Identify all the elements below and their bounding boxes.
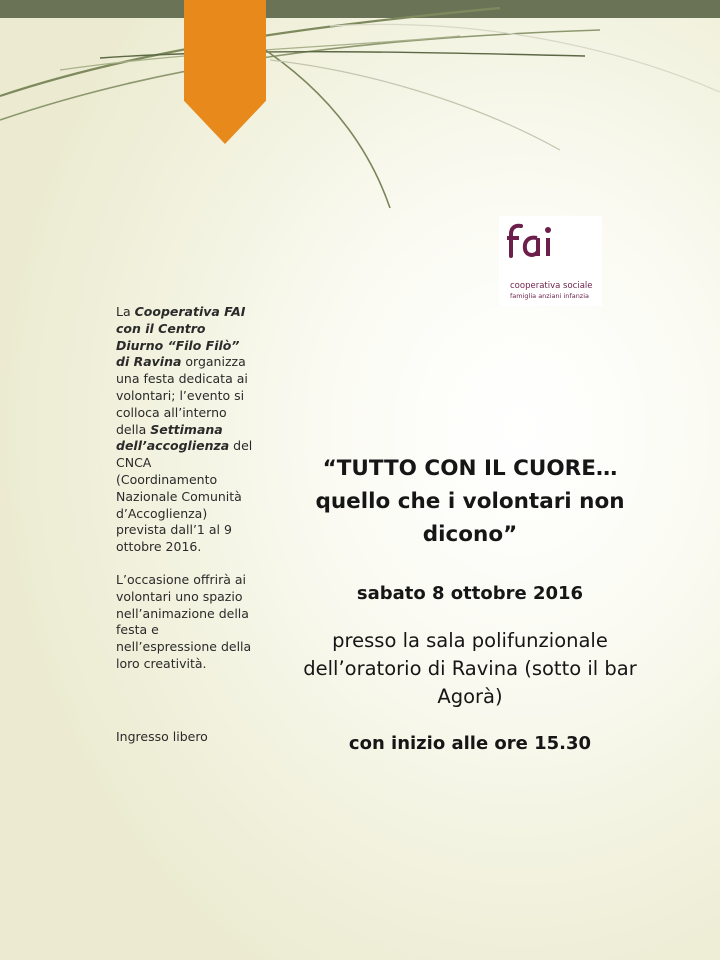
event-announcement — [290, 452, 650, 757]
settimana-name: Settimana dell’accoglienza — [116, 421, 230, 454]
sidebar-description — [116, 304, 256, 746]
fai-logo — [499, 216, 602, 306]
cooperativa-name: Cooperativa FAI con il Centro Diurno “Filo Filò” di Ravina — [116, 304, 246, 370]
logo-tagline: famiglia anziani infanzia — [510, 292, 590, 300]
event-start-time: con inizio alle ore 15.30 — [348, 733, 592, 754]
event-title: “TUTTO CON IL CUORE… quello che i volontari non dicono” — [315, 456, 625, 547]
fai-logo-mark — [507, 222, 561, 258]
event-date: sabato 8 ottobre 2016 — [356, 583, 584, 604]
free-entry-note: Ingresso libero — [116, 728, 208, 744]
sidebar-paragraph-occasion: L’occasione offrirà ai volontari uno spazio nell’animazione della festa e nell’espressione della loro creatività. — [116, 571, 252, 671]
logo-subtitle: cooperativa sociale — [510, 281, 593, 291]
sidebar-paragraph-intro: La Cooperativa FAI con il Centro Diurno “Filo Filò” di Ravina organizza una festa dedicata ai volontari; l’evento si colloca all’interno della Settimana dell’accoglienza del CNCA (Coordinamento Nazionale Comunità d’Accoglienza) prevista dall’1 al 9 ottobre 2016. — [116, 304, 253, 555]
grass-swoosh-decoration — [0, 0, 720, 260]
event-venue: presso la sala polifunzionale dell’oratorio di Ravina (sotto il bar Agorà) — [303, 629, 637, 708]
